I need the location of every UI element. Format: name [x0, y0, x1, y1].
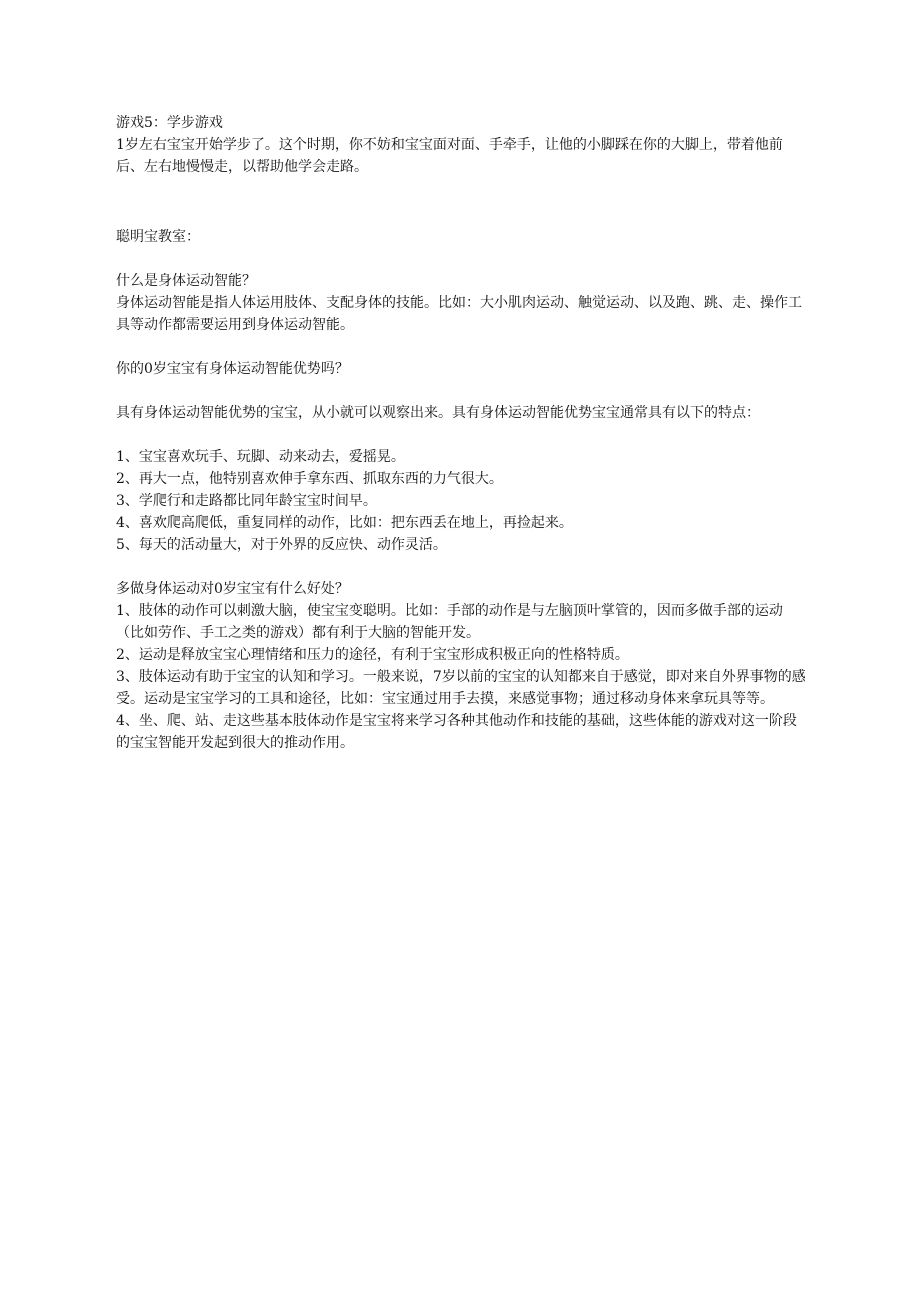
benefits-item: 2、运动是释放宝宝心理情绪和压力的途径，有利于宝宝形成积极正向的性格特质。	[116, 647, 629, 663]
advantage-item: 2、再大一点，他特别喜欢伸手拿东西、抓取东西的力气很大。	[116, 471, 503, 487]
benefits-item: 1、肢体的动作可以刺激大脑，使宝宝变聪明。比如：手部的动作是与左脑顶叶掌管的，因而多做手部的运动（比如劳作、手工之类的游戏）都有利于大脑的智能开发。	[116, 603, 783, 641]
spacer	[116, 424, 810, 446]
spacer	[116, 556, 810, 578]
spacer	[116, 336, 810, 358]
benefits-item: 3、肢体运动有助于宝宝的认知和学习。一般来说，7岁以前的宝宝的认知都来自于感觉，即对来自外界事物的感受。运动是宝宝学习的工具和途径，比如：宝宝通过用手去摸，来感觉事物；通过移动身体来拿玩具等等。	[116, 669, 806, 707]
advantage-item: 5、每天的活动量大，对于外界的反应快、动作灵活。	[116, 537, 447, 553]
what-is-question: 什么是身体运动智能？	[116, 273, 256, 289]
spacer	[116, 380, 810, 402]
advantage-item: 1、宝宝喜欢玩手、玩脚、动来动去，爱摇晃。	[116, 449, 405, 465]
game5-paragraph: 1岁左右宝宝开始学步了。这个时期，你不妨和宝宝面对面、手牵手，让他的小脚踩在你的大脚上，带着他前后、左右地慢慢走，以帮助他学会走路。	[116, 137, 783, 175]
advantage-question: 你的0岁宝宝有身体运动智能优势吗？	[116, 361, 349, 377]
spacer	[116, 178, 810, 226]
spacer	[116, 248, 810, 270]
advantage-intro: 具有身体运动智能优势的宝宝，从小就可以观察出来。具有身体运动智能优势宝宝通常具有以下的特点：	[116, 405, 760, 421]
advantage-item: 4、喜欢爬高爬低，重复同样的动作，比如：把东西丢在地上，再捡起来。	[116, 515, 573, 531]
document-page	[116, 112, 810, 754]
what-is-answer: 身体运动智能是指人体运用肢体、支配身体的技能。比如：大小肌肉运动、触觉运动、以及跑、跳、走、操作工具等动作都需要运用到身体运动智能。	[116, 295, 802, 333]
benefits-question: 多做身体运动对0岁宝宝有什么好处？	[116, 581, 349, 597]
game5-heading: 游戏5：学步游戏	[116, 115, 223, 131]
benefits-item: 4、坐、爬、站、走这些基本肢体动作是宝宝将来学习各种其他动作和技能的基础，这些体能的游戏对这一阶段的宝宝智能开发起到很大的推动作用。	[116, 713, 797, 751]
advantage-item: 3、学爬行和走路都比同年龄宝宝时间早。	[116, 493, 377, 509]
classroom-title: 聪明宝教室：	[116, 229, 200, 245]
